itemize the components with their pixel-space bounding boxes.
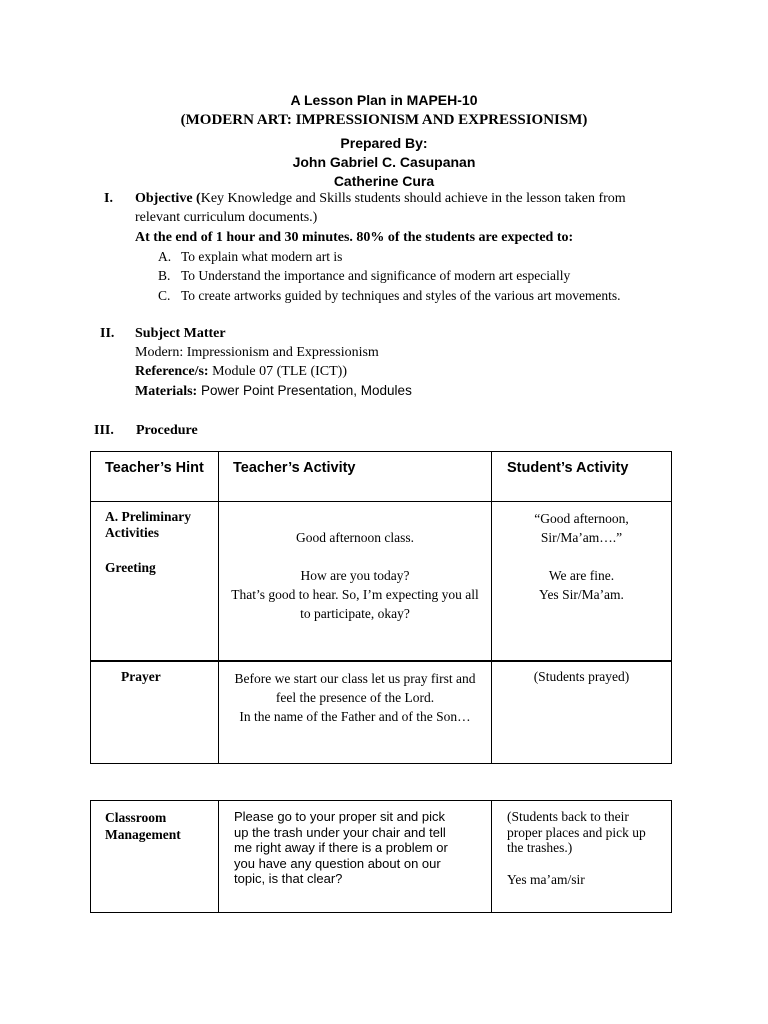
activity-line [507,856,671,872]
classroom-management-table [90,800,672,913]
materials-line [135,383,412,400]
activity-line: That’s good to hear. So, I’m expecting you all [231,587,479,602]
activity-line: feel the presence of the Lord. [275,689,435,705]
table-header-cell [91,452,219,502]
activity-line: In the name of the Father and of the Son… [239,708,471,724]
activity-line: to participate, okay? [300,606,410,621]
student-activity-cell [492,661,672,764]
table-row [91,661,672,764]
objective-item: To explain what modern art is [181,249,343,264]
prepared-by-label: Prepared By: [340,135,428,151]
teacher-activity-cell [219,661,492,764]
activity-line: Before we start our class let us pray first and [234,670,476,686]
student-activity-cell [492,502,672,661]
activity-line [219,547,491,566]
hint-text: Greeting [105,560,156,575]
author-name: John Gabriel C. Casupanan [292,154,476,170]
teacher-activity-cell [219,801,492,913]
table-row [91,801,672,913]
table-row [91,502,672,661]
activity-line [492,547,671,566]
author-name: Catherine Cura [333,173,435,189]
activity-line: Sir/Ma’am….” [540,530,623,545]
materials-label: Materials: [135,384,198,399]
activity-line: Yes Sir/Ma’am. [539,587,624,602]
hint-cell [91,502,219,661]
column-header: Teacher’s Activity [233,460,356,476]
hint-text: A. Preliminary [105,509,191,524]
lesson-plan-title: A Lesson Plan in MAPEH-10 [290,92,478,108]
activity-line: the trashes.) [507,840,573,855]
activity-line: Yes ma’am/sir [507,871,585,887]
hint-text: Activities [105,525,159,540]
objective-label: Objective ( [135,191,201,206]
section-numeral: III. [94,423,114,438]
procedure-table [90,451,672,764]
procedure-heading: Procedure [136,423,198,438]
activity-line: Good afternoon class. [295,530,415,545]
materials-value: Power Point Presentation, Modules [197,383,412,398]
hint-text: Prayer [121,668,161,684]
activity-line: you have any question about on our [234,855,441,871]
section-numeral: II. [100,326,115,341]
lesson-plan-subtitle: (MODERN ART: IMPRESSIONISM AND EXPRESSIONISM) [180,112,588,128]
objective-lead: At the end of 1 hour and 30 minutes. 80% of the students are expected to: [135,230,574,245]
activity-line: up the trash under your chair and tell [234,824,446,840]
activity-line: (Students back to their [507,809,629,824]
activity-line: topic, is that clear? [234,871,343,886]
objective-description: Key Knowledge and Skills students should achieve in the lesson taken from [200,191,626,206]
objective-description-cont: relevant curriculum documents.) [135,210,318,225]
objective-item-letter: C. [158,288,171,303]
subject-topic: Modern: Impressionism and Expressionism [135,345,379,360]
subject-matter-heading: Subject Matter [135,326,226,341]
objective-item-letter: B. [158,268,171,283]
table-header-row [91,452,672,502]
table-header-cell [219,452,492,502]
hint-cell [91,661,219,764]
section-numeral: I. [104,191,113,206]
hint-text: Management [105,827,181,842]
activity-line: (Students prayed) [533,668,630,684]
column-header: Teacher’s Hint [105,460,204,476]
column-header: Student’s Activity [507,460,629,476]
objective-item: To create artworks guided by techniques and styles of the various art movements. [181,288,621,303]
activity-line: me right away if there is a problem or [234,840,448,855]
activity-line: “Good afternoon, [534,511,629,526]
table-header-cell [492,452,672,502]
hint-cell [91,801,219,913]
hint-text: Classroom [105,810,167,825]
activity-line: We are fine. [548,568,615,583]
activity-line: How are you today? [300,568,410,583]
reference-value: Module 07 (TLE (ICT)) [208,364,348,379]
reference-line [135,364,347,380]
objective-item-letter: A. [158,249,172,264]
teacher-activity-cell [219,502,492,661]
activity-line: Please go to your proper sit and pick [234,809,446,824]
reference-label: Reference/s: [135,364,209,379]
objective-heading [135,191,626,207]
objective-item: To Understand the importance and significance of modern art especially [181,268,571,283]
activity-line: proper places and pick up [507,824,646,840]
student-activity-cell [492,801,672,913]
